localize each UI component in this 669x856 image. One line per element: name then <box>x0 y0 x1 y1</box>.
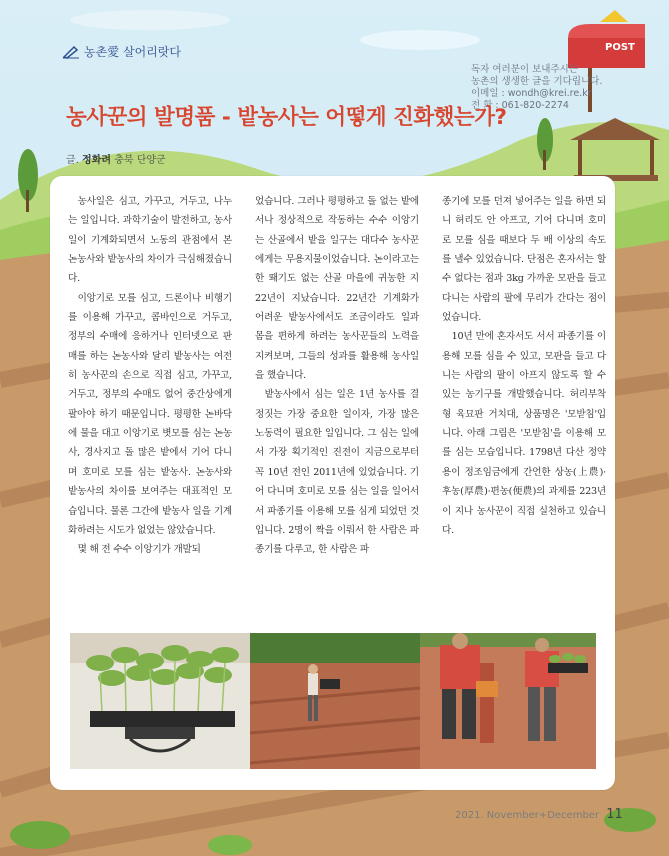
section-label <box>62 43 181 60</box>
photo-seedling-tray <box>70 633 250 769</box>
issue-date: 2021. November+December <box>455 810 600 821</box>
page-footer <box>455 807 623 822</box>
byline-prefix: 글. <box>66 155 79 166</box>
post-label: POST <box>605 42 635 53</box>
paragraph: 밭농사에서 심는 일은 1년 농사를 결정짓는 가장 중요한 일이자, 가장 많은 노동력이 필요한 일입니다. 그 심는 일에서 가장 획기적인 진전이 지금으로부터 꼭 10년 전인 2011년에 있었습니다. 기어 다니며 호미로 모를 심는 일을 일어서서 파종기를 이용해 모를 심게 되었던 것입니다. 2명이 짝을 이뤄서 한 사람은 파종기를 다루고, 한 사람은 파 <box>255 389 419 556</box>
paragraph: 몇 해 전 수수 이앙기가 개발되 <box>77 544 201 556</box>
page-number: 11 <box>606 807 623 822</box>
article-column-1 <box>68 192 232 560</box>
author-location: 충북 단양군 <box>114 155 166 166</box>
mailbox-line1: 독자 여러분이 보내주시는 <box>471 64 578 75</box>
paragraph: 농사일은 심고, 가꾸고, 거두고, 나누는 일입니다. 과학기술이 발전하고, 농사일이 기계화되면서 노동의 관점에서 본 논농사와 밭농사의 차이가 극심해졌습니다. <box>68 196 232 285</box>
author-name: 정화려 <box>82 155 112 166</box>
paragraph: 10년 만에 혼자서도 서서 파종기를 이용해 모를 심을 수 있고, 모판을 들고 다니는 사람의 팔이 아프지 않도록 할 수 있는 농기구를 개발했습니다. 허리부착형 육묘판 거치대, 상품명은 '모받침'입니다. 아래 그림은 '모받침'을 이용해 모를 심는 모습입니다. 1798년 다산 정약용이 정조임금에게 간언한 상농(上農)·후농(厚農)·편농(便農)의 과제를 223년이 지나 농사꾼이 직접 실천하고 있습니다. <box>442 331 606 536</box>
byline <box>66 151 166 166</box>
photo-field-planting <box>250 633 420 769</box>
mailbox-line2: 농촌의 생생한 글을 기다립니다. <box>471 76 603 87</box>
mailbox-phone: 전 화 : 061-820-2274 <box>471 100 569 111</box>
photo-strip <box>70 633 596 769</box>
mailbox-email: 이메일 : wondh@krei.re.kr <box>471 88 592 99</box>
paragraph: 었습니다. 그러나 평평하고 돌 없는 밭에서나 정상적으로 작동하는 수수 이앙기는 산골에서 밭을 일구는 대다수 농사꾼에게는 무용지물이었습니다. 논이라고는 한 뙈기도 없는 산골 마을에 귀농한 지 22년이 지났습니다. 22년간 기계화가 어려운 밭농사에서도 조금이라도 일과 몸을 편하게 하려는 농사꾼들의 노력을 지켜보며, 그들의 성과를 활용해 농사일을 했습니다. <box>255 196 419 382</box>
photo-seedling-holder <box>420 633 596 769</box>
paragraph: 이앙기로 모를 심고, 드론이나 비행기를 이용해 가꾸고, 콤바인으로 거두고, 정부의 수매에 응하거나 인터넷으로 판매를 하는 논농사와 달리 밭농사는 여전히 농사꾼의 손으로 직접 심고, 가꾸고, 거두고, 정부의 수매도 없어 중간상에게 팔아야 하기 때문입니다. 평평한 논바닥에 물을 대고 이앙기로 볏모를 심는 논농사, 경사지고 돌 많은 밭에서 기어 다니며 호미로 모를 심는 밭농사. 논농사와 밭농사의 차이를 보여주는 대표적인 모습입니다. 물론 그간에 밭농사 일을 기계화하려는 시도가 없었는 않았습니다. <box>68 292 232 536</box>
article-column-2 <box>255 192 419 560</box>
paragraph: 종기에 모를 던져 넣어주는 일을 하면 되니 허리도 안 아프고, 기어 다니며 호미로 모를 심을 때보다 두 배 이상의 속도를 낼수 있었습니다. 단점은 혼자서는 할 수 없다는 점과 3kg 가까운 모판을 들고 다니는 사람의 팔에 무리가 간다는 점이었습니다. <box>442 196 606 324</box>
article-column-3 <box>442 192 606 540</box>
article-title: 농사꾼의 발명품 - 밭농사는 어떻게 진화했는가? <box>66 105 507 130</box>
section-label-text: 농촌愛 살어리랏다 <box>84 45 181 59</box>
pen-icon <box>62 45 80 59</box>
